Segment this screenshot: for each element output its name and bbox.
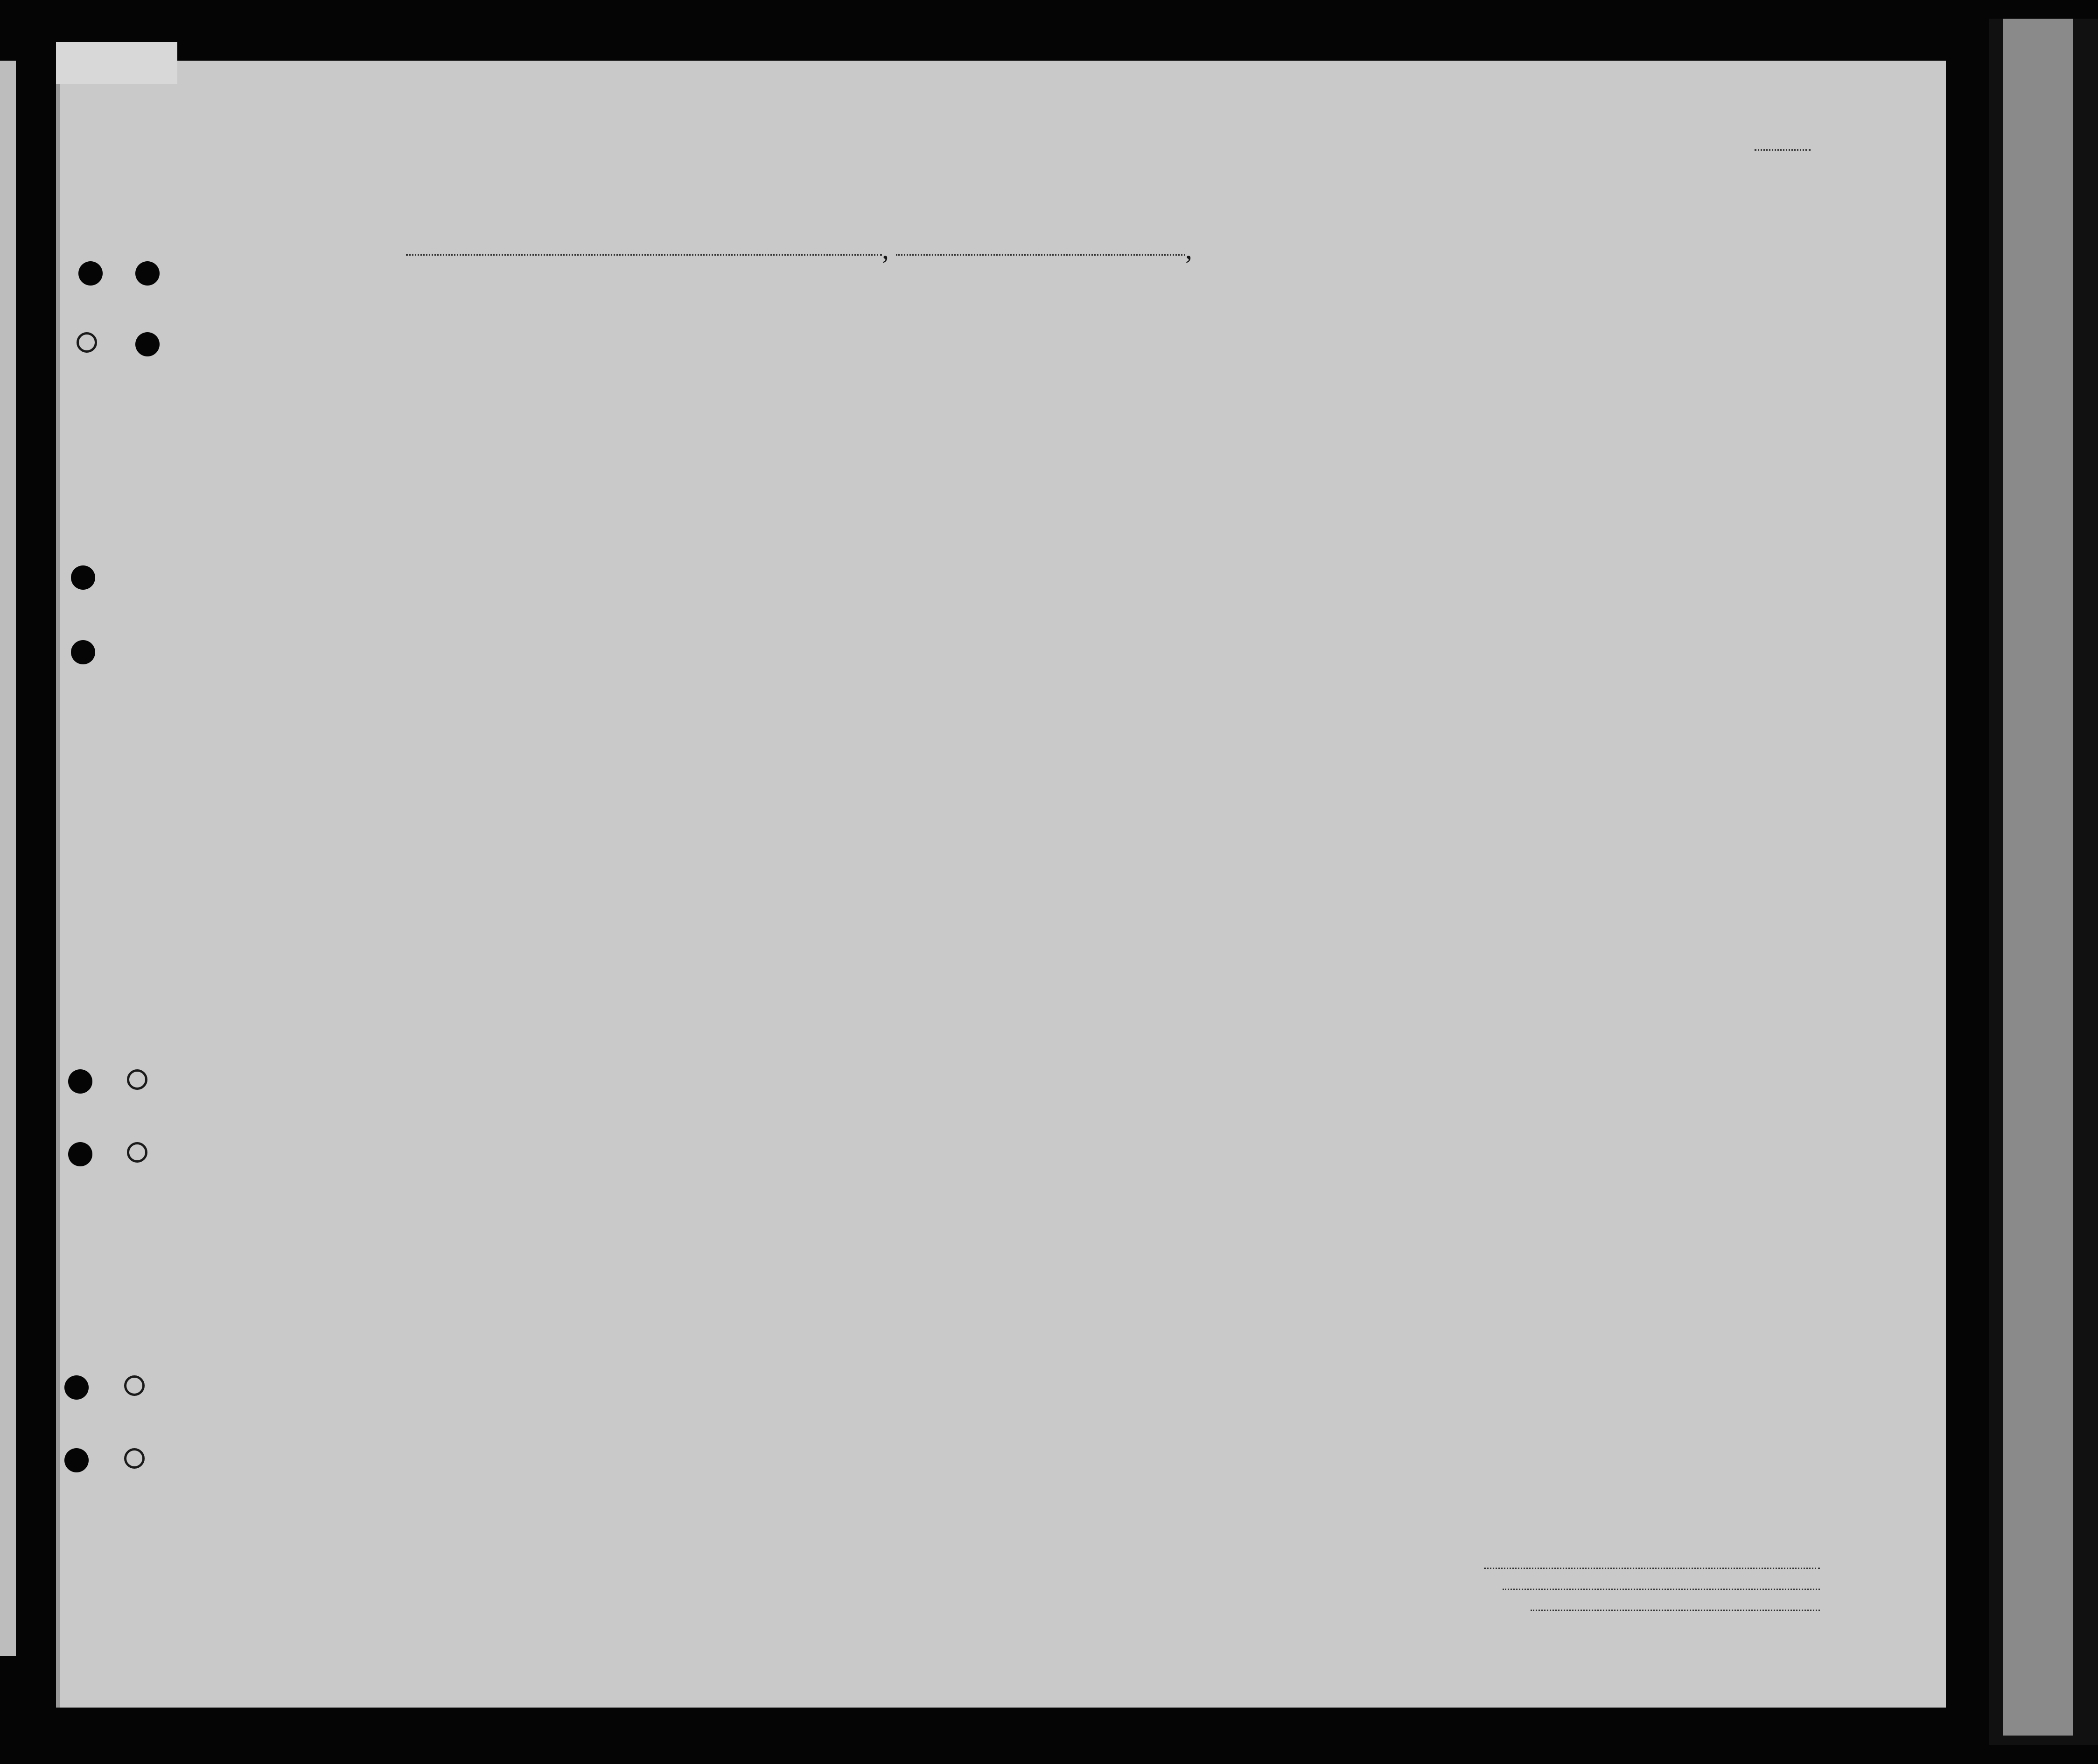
punch-hole-ring (127, 1142, 147, 1163)
punch-hole (71, 640, 95, 664)
punch-hole-ring (124, 1375, 145, 1396)
punch-hole (71, 565, 95, 590)
punch-hole (78, 261, 103, 286)
punch-hole (68, 1142, 92, 1166)
punch-hole (135, 332, 160, 356)
punch-hole-ring (127, 1069, 147, 1090)
punch-hole-ring (124, 1448, 145, 1469)
punch-hole (135, 261, 160, 286)
punch-hole (68, 1069, 92, 1094)
punch-hole (64, 1375, 89, 1400)
punch-hole-ring (77, 332, 97, 353)
punch-hole (64, 1448, 89, 1472)
